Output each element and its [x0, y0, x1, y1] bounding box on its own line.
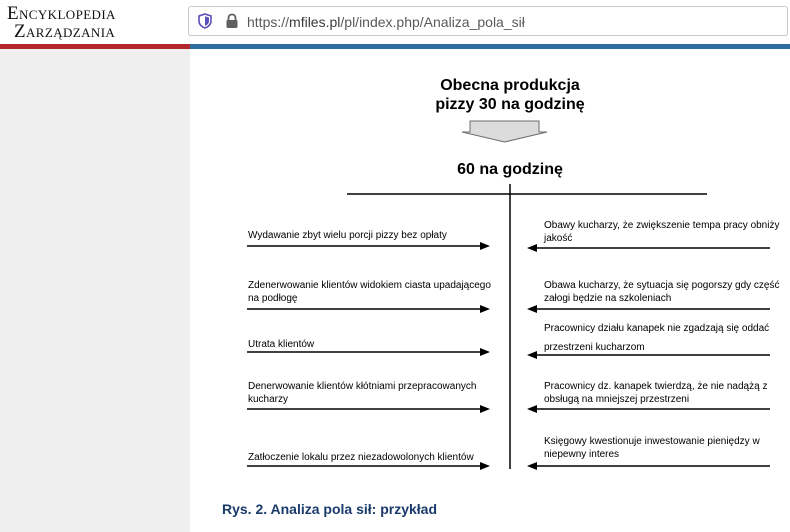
title-line-2: pizzy 30 na godzinę [435, 96, 585, 113]
right-force-3-line-1-wrap [544, 322, 769, 335]
right-force-5 [544, 435, 760, 461]
url-prefix: https:// [247, 14, 290, 30]
left-force-1 [248, 229, 447, 242]
right-force-3-line-1: Pracownicy działu kanapek nie zgadzają się oddać [544, 323, 770, 334]
url-host: mfiles.pl [289, 14, 341, 30]
site-logo[interactable] [0, 0, 190, 44]
arrow-left [527, 244, 537, 252]
article-content [190, 49, 790, 532]
site-header [0, 0, 790, 48]
left-force-2 [248, 279, 491, 305]
left-force-1-line-1: Wydawanie zbyt wielu porcji pizzy bez opłaty [248, 230, 447, 241]
right-force-4 [544, 380, 767, 406]
arrow-right [480, 242, 490, 250]
right-force-3-line-2-wrap [544, 341, 645, 354]
address-bar[interactable] [188, 6, 788, 36]
left-force-4 [248, 380, 476, 406]
right-force-4-line-2: obsługą na mniejszej przestrzeni [544, 394, 690, 405]
right-force-2-line-2: załogi będzie na szkoleniach [544, 293, 672, 304]
down-block-arrow [462, 121, 547, 142]
url-path: /pl/index.php/Analiza_pola_sił [340, 14, 525, 30]
right-force-5-line-1: Księgowy kwestionuje inwestowanie pieniędzy w [544, 436, 760, 447]
arrow-right [480, 405, 490, 413]
url-text[interactable] [247, 13, 525, 31]
logo-line-2: Zarządzania [14, 21, 116, 42]
arrow-right [480, 462, 490, 470]
goal-label: 60 na godzinę [457, 161, 563, 178]
title-line-1: Obecna produkcja [440, 77, 580, 94]
left-force-5 [248, 451, 474, 464]
right-force-1-line-1: Obawy kucharzy, że zwiększenie tempa pracy obniży [544, 220, 780, 231]
left-force-2-line-2: na podłogę [248, 293, 298, 304]
lock-icon[interactable] [225, 13, 239, 29]
figure-caption: Rys. 2. Analiza pola sił: przykład [222, 501, 437, 517]
left-force-4-line-1: Denerwowanie klientów kłótniami przepracowanych [248, 381, 477, 392]
left-force-2-line-1: Zdenerwowanie klientów widokiem ciasta upadającego [248, 280, 491, 291]
arrow-left [527, 405, 537, 413]
force-field-diagram [190, 49, 790, 532]
shield-icon[interactable] [197, 13, 213, 29]
arrow-left [527, 351, 537, 359]
arrow-right [480, 305, 490, 313]
right-force-4-line-1: Pracownicy dz. kanapek twierdzą, że nie nadążą z [544, 381, 768, 392]
left-force-5-line-1: Zatłoczenie lokalu przez niezadowolonych klientów [248, 452, 474, 463]
left-force-3-line-1: Utrata klientów [248, 339, 315, 350]
logo-line-1: Encyklopedia [7, 3, 116, 24]
right-force-1 [544, 219, 779, 245]
left-arrows [247, 242, 490, 470]
left-sidebar [0, 49, 190, 532]
right-force-2 [544, 279, 779, 305]
right-force-1-line-2: jakość [544, 233, 573, 244]
diagram-title [340, 76, 680, 114]
right-force-2-line-1: Obawa kucharzy, że sytuacja się pogorszy gdy część [544, 280, 780, 291]
left-force-3 [248, 338, 314, 351]
right-force-3-line-2: przestrzeni kucharzom [544, 342, 645, 353]
arrow-left [527, 305, 537, 313]
right-force-5-line-2: niepewny interes [544, 449, 620, 460]
left-force-4-line-2: kucharzy [248, 394, 289, 405]
arrow-right [480, 348, 490, 356]
arrow-left [527, 462, 537, 470]
